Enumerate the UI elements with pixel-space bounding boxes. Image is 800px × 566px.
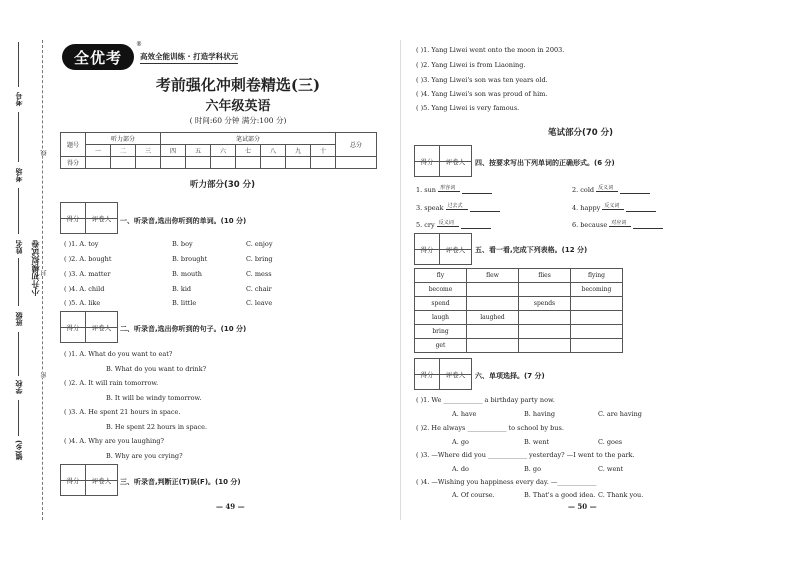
table-cell: spends bbox=[519, 297, 571, 311]
grader-box-6 bbox=[414, 358, 472, 390]
label-class: 班级 bbox=[15, 312, 23, 326]
s4-item-6 bbox=[572, 221, 663, 229]
s6-q3: ( )3. —Where did you ____________ yesterday? —I went to the park. bbox=[416, 451, 635, 459]
table-cell[interactable] bbox=[571, 297, 623, 311]
school-name: 小升初模拟试卷 bbox=[31, 240, 40, 296]
table-cell[interactable] bbox=[467, 297, 519, 311]
s6-q1-b: B. having bbox=[524, 410, 556, 418]
s2-q1-b: B. What do you want to drink? bbox=[106, 365, 207, 373]
table-cell: fly bbox=[415, 269, 467, 283]
grader-score-label: 得分 bbox=[61, 203, 86, 233]
s4-answer-6[interactable] bbox=[633, 228, 663, 229]
col-5: 五 bbox=[186, 145, 211, 157]
grader-score-label: 得分 bbox=[415, 146, 440, 176]
listening-heading: 听力部分(30 分) bbox=[190, 180, 256, 190]
s6-q1-a: A. have bbox=[452, 410, 477, 418]
table-cell: laugh bbox=[415, 311, 467, 325]
tf-q3: ( )3. Yang Liwei's son was ten years old. bbox=[416, 76, 548, 84]
grader-name-label: 评卷人 bbox=[445, 370, 466, 379]
table-cell[interactable] bbox=[467, 339, 519, 353]
table-cell[interactable] bbox=[467, 283, 519, 297]
binding-sidebar bbox=[0, 0, 60, 566]
table-cell[interactable] bbox=[571, 325, 623, 339]
s4-item-2-word: 2. cold bbox=[572, 186, 595, 194]
grader-score-label: 得分 bbox=[61, 465, 86, 495]
table-cell: flew bbox=[467, 269, 519, 283]
table-cell: flying bbox=[571, 269, 623, 283]
slogan: 高效全能训练 · 打造学科状元 bbox=[140, 51, 238, 64]
grader-score-label: 得分 bbox=[415, 234, 440, 264]
grader-score-label: 得分 bbox=[415, 359, 440, 389]
listening-part-header: 听力部分 bbox=[86, 133, 161, 145]
verb-table bbox=[414, 268, 623, 353]
seal-word-seal: 封 bbox=[41, 270, 48, 276]
s4-item-6-word: 6. because bbox=[572, 221, 608, 229]
s6-q3-b: B. go bbox=[524, 465, 541, 473]
table-cell: become bbox=[415, 283, 467, 297]
s4-answer-3[interactable] bbox=[470, 211, 500, 212]
table-cell[interactable] bbox=[519, 325, 571, 339]
s4-answer-1[interactable] bbox=[462, 193, 492, 194]
score-cell-4[interactable] bbox=[161, 157, 186, 169]
score-cell-10[interactable] bbox=[311, 157, 336, 169]
table-cell: laughed bbox=[467, 311, 519, 325]
table-cell: get bbox=[415, 339, 467, 353]
label-school: 学校 bbox=[15, 380, 23, 394]
s1-q3-c: C. mess bbox=[246, 270, 272, 278]
table-row bbox=[415, 339, 623, 353]
s4-item-1-hint: 形容词 bbox=[440, 185, 456, 191]
table-cell[interactable] bbox=[571, 311, 623, 325]
s1-q4: ( )4. A. child bbox=[64, 285, 105, 293]
exam-title: 考前强化冲刺卷精选(三) bbox=[155, 76, 321, 94]
tf-q1: ( )1. Yang Liwei went onto the moon in 2003. bbox=[416, 46, 565, 54]
grader-name-label: 评卷人 bbox=[445, 245, 466, 254]
grader-box-2 bbox=[60, 311, 118, 343]
col-4: 四 bbox=[161, 145, 186, 157]
s6-q1-c: C. are having bbox=[598, 410, 642, 418]
grader-box-3 bbox=[60, 464, 118, 496]
s4-item-4-hint: 反义词 bbox=[604, 203, 620, 209]
s4-item-4 bbox=[572, 204, 656, 212]
s6-q4-c: C. Thank you. bbox=[598, 491, 644, 499]
seal-word-secret: 密 bbox=[41, 372, 48, 378]
page-number-left: — 49 — bbox=[216, 502, 245, 511]
table-cell: becoming bbox=[571, 283, 623, 297]
col-2: 二 bbox=[111, 145, 136, 157]
s1-q4-b: B. kid bbox=[172, 285, 192, 293]
section-2-title: 二、听录音,选出你听到的句子。(10 分) bbox=[120, 325, 247, 333]
table-cell[interactable] bbox=[519, 311, 571, 325]
section-5-title: 五、看一看,完成下列表格。(12 分) bbox=[475, 246, 588, 254]
s4-item-3 bbox=[416, 204, 500, 212]
section-6-title: 六、单项选择。(7 分) bbox=[475, 372, 545, 380]
s6-q1: ( )1. We ____________ a birthday party now. bbox=[416, 396, 555, 404]
s2-q3-a: ( )3. A. He spent 21 hours in space. bbox=[64, 408, 181, 416]
label-exam-room: 考场 bbox=[15, 168, 23, 182]
s4-item-1 bbox=[416, 186, 492, 194]
s1-q4-c: C. chair bbox=[246, 285, 272, 293]
label-township: 镇(乡) bbox=[15, 440, 23, 461]
score-cell-9[interactable] bbox=[286, 157, 311, 169]
s6-q4-a: A. Of course. bbox=[452, 491, 495, 499]
writing-heading: 笔试部分(70 分) bbox=[548, 128, 614, 138]
s4-item-5 bbox=[416, 221, 491, 229]
col-3: 三 bbox=[136, 145, 161, 157]
s4-item-5-hint: 反义词 bbox=[438, 220, 454, 226]
table-row bbox=[415, 283, 623, 297]
col-7: 七 bbox=[236, 145, 261, 157]
s6-q2-b: B. went bbox=[524, 438, 550, 446]
s1-q2-c: C. bring bbox=[246, 255, 273, 263]
s4-item-3-hint: 过去式 bbox=[447, 203, 463, 209]
table-cell[interactable] bbox=[519, 339, 571, 353]
table-cell: spend bbox=[415, 297, 467, 311]
grader-name-label: 评卷人 bbox=[91, 214, 112, 223]
total-header: 总分 bbox=[336, 133, 377, 157]
s6-q2-c: C. goes bbox=[598, 438, 623, 446]
logo-text: 全优考 bbox=[73, 48, 122, 67]
grader-name-label: 评卷人 bbox=[91, 476, 112, 485]
label-name: 姓名 bbox=[15, 240, 23, 254]
s4-item-2-hint: 反义词 bbox=[598, 185, 614, 191]
table-row bbox=[415, 311, 623, 325]
s1-q3: ( )3. A. matter bbox=[64, 270, 111, 278]
s6-q2: ( )2. He always ____________ to school by bus. bbox=[416, 424, 564, 432]
col-8: 八 bbox=[261, 145, 286, 157]
s1-q1: ( )1. A. toy bbox=[64, 240, 99, 248]
s2-q2-b: B. It will be windy tomorrow. bbox=[106, 394, 202, 402]
exam-subtitle: 六年级英语 bbox=[205, 99, 271, 114]
score-cell-total[interactable] bbox=[336, 157, 377, 169]
tf-q2: ( )2. Yang Liwei is from Liaoning. bbox=[416, 61, 526, 69]
s2-q3-b: B. He spent 22 hours in space. bbox=[106, 423, 208, 431]
grader-box-4 bbox=[414, 145, 472, 177]
s2-q2-a: ( )2. A. It will rain tomorrow. bbox=[64, 379, 159, 387]
col-10: 十 bbox=[311, 145, 336, 157]
score-cell-8[interactable] bbox=[261, 157, 286, 169]
row-label-question: 题号 bbox=[61, 133, 86, 157]
s1-q1-c: C. enjoy bbox=[246, 240, 273, 248]
s6-q2-a: A. go bbox=[452, 438, 469, 446]
col-6: 六 bbox=[211, 145, 236, 157]
section-3-title: 三、听录音,判断正(T)误(F)。(10 分) bbox=[120, 478, 241, 486]
page-divider bbox=[400, 40, 401, 520]
table-cell[interactable] bbox=[519, 283, 571, 297]
s4-item-5-word: 5. cry bbox=[416, 221, 435, 229]
s4-item-1-word: 1. sun bbox=[416, 186, 436, 194]
s1-q1-b: B. boy bbox=[172, 240, 193, 248]
s6-q3-a: A. do bbox=[452, 465, 469, 473]
table-cell[interactable] bbox=[571, 339, 623, 353]
s2-q1-a: ( )1. A. What do you want to eat? bbox=[64, 350, 173, 358]
section-1-title: 一、听录音,选出你听到的单词。(10 分) bbox=[120, 217, 247, 225]
score-table bbox=[60, 132, 377, 169]
s1-q2-b: B. brought bbox=[172, 255, 208, 263]
brand-logo bbox=[62, 44, 134, 70]
grader-box-5 bbox=[414, 233, 472, 265]
score-cell-6[interactable] bbox=[211, 157, 236, 169]
table-cell[interactable] bbox=[467, 325, 519, 339]
s1-q3-b: B. mouth bbox=[172, 270, 202, 278]
table-cell: flies bbox=[519, 269, 571, 283]
tf-q5: ( )5. Yang Liwei is very famous. bbox=[416, 104, 520, 112]
s1-q5-c: C. leave bbox=[246, 299, 273, 307]
grader-name-label: 评卷人 bbox=[91, 323, 112, 332]
grader-name-label: 评卷人 bbox=[445, 157, 466, 166]
s6-q4-b: B. That's a good idea. bbox=[524, 491, 596, 499]
s4-item-2 bbox=[572, 186, 650, 194]
s6-q4: ( )4. —Wishing you happiness every day. —____________ bbox=[416, 478, 597, 486]
table-row bbox=[415, 297, 623, 311]
time-info: ( 时间:60 分钟 满分:100 分) bbox=[189, 116, 287, 125]
page-number-right: — 50 — bbox=[568, 502, 597, 511]
s1-q5: ( )5. A. like bbox=[64, 299, 101, 307]
seal-word-line: 线 bbox=[41, 150, 48, 156]
table-row bbox=[415, 325, 623, 339]
writing-part-header: 笔试部分 bbox=[161, 133, 336, 145]
s4-item-3-word: 3. speak bbox=[416, 204, 444, 212]
score-cell-1[interactable] bbox=[86, 157, 111, 169]
grader-score-label: 得分 bbox=[61, 312, 86, 342]
registered-mark: ® bbox=[136, 41, 142, 48]
s4-answer-5[interactable] bbox=[461, 228, 491, 229]
s6-q3-c: C. went bbox=[598, 465, 624, 473]
row-label-score: 得分 bbox=[61, 157, 86, 169]
score-cell-2[interactable] bbox=[111, 157, 136, 169]
label-exam-number: 考号 bbox=[15, 92, 23, 106]
score-cell-7[interactable] bbox=[236, 157, 261, 169]
table-row bbox=[415, 269, 623, 283]
s4-answer-2[interactable] bbox=[620, 193, 650, 194]
s2-q4-a: ( )4. A. Why are you laughing? bbox=[64, 437, 164, 445]
score-cell-5[interactable] bbox=[186, 157, 211, 169]
s4-item-6-hint: 对应词 bbox=[611, 220, 627, 226]
table-cell: bring bbox=[415, 325, 467, 339]
col-9: 九 bbox=[286, 145, 311, 157]
col-1: 一 bbox=[86, 145, 111, 157]
s2-q4-b: B. Why are you crying? bbox=[106, 452, 183, 460]
s1-q2: ( )2. A. bought bbox=[64, 255, 112, 263]
grader-box-1 bbox=[60, 202, 118, 234]
score-cell-3[interactable] bbox=[136, 157, 161, 169]
s1-q5-b: B. little bbox=[172, 299, 197, 307]
s4-item-4-word: 4. happy bbox=[572, 204, 601, 212]
section-4-title: 四、按要求写出下列单词的正确形式。(6 分) bbox=[475, 159, 615, 167]
tf-q4: ( )4. Yang Liwei's son was proud of him. bbox=[416, 90, 548, 98]
s4-answer-4[interactable] bbox=[626, 211, 656, 212]
